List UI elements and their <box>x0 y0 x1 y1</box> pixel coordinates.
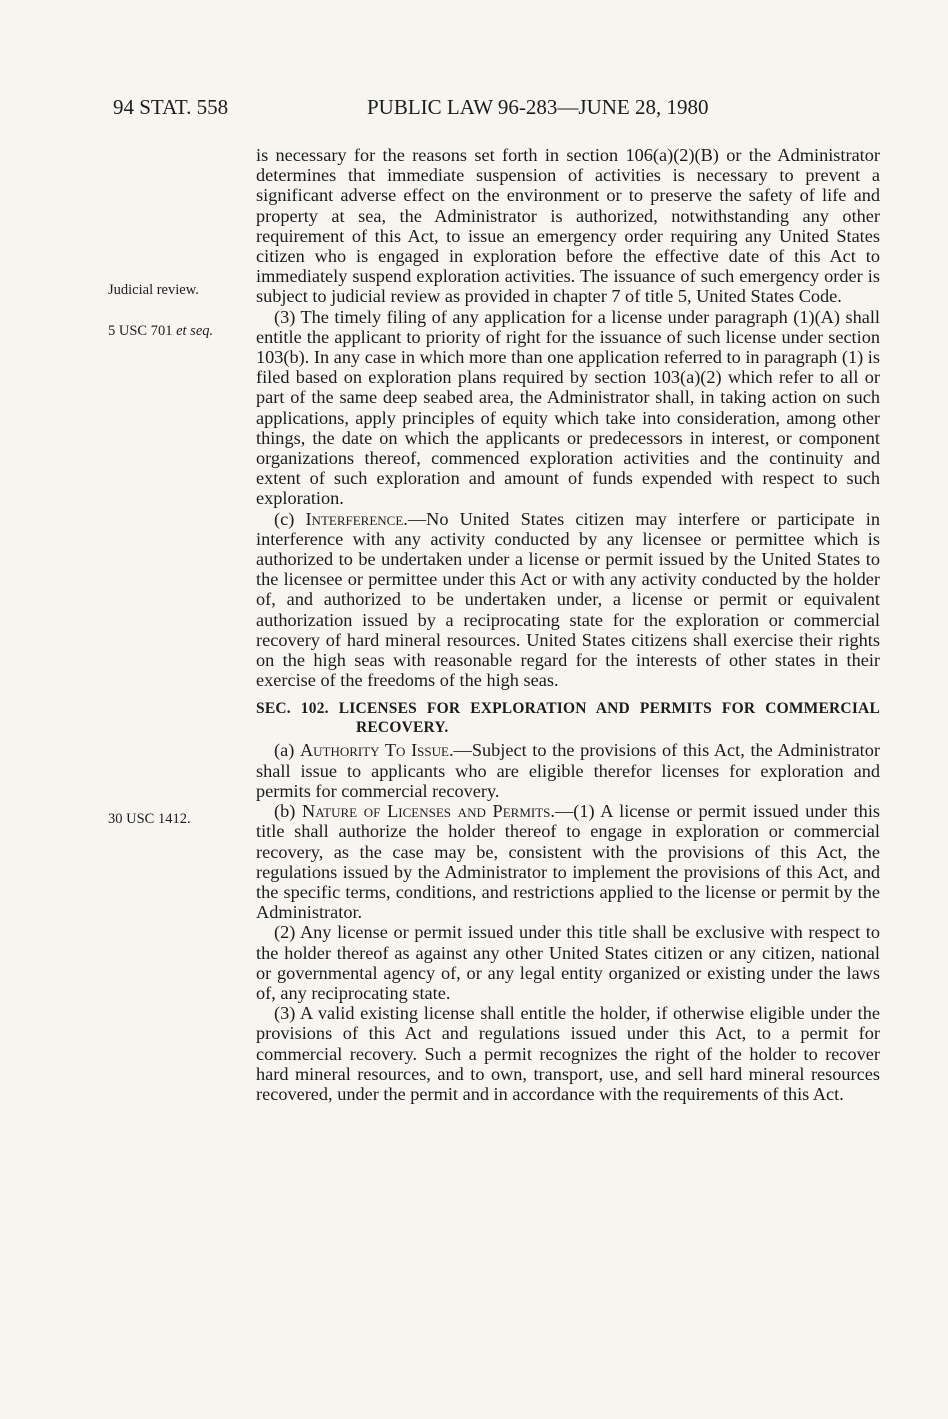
subsection-heading: Nature of Licenses and Permits <box>302 801 551 822</box>
margin-note-30-usc-1412: 30 USC 1412. <box>108 811 191 827</box>
section-title: LICENSES FOR EXPLORATION AND PERMITS FOR COMMERCIAL RECOVERY. <box>338 700 880 737</box>
margin-note-5-usc-701 <box>108 322 213 340</box>
paragraph-text: .—No United States citizen may interfere or participate in interference with any activity conducted by any licensee or permittee which is authorized to be undertaken under a license or permit issued by the United States to the licensee or permittee under this Act or with any activity conducted by the holder of, and authorized to be undertaken under, a license or permit or equivalent authorization issued by a reciprocating state for the exploration or commercial recovery of hard mineral resources. United States citizens shall exercise their rights on the high seas with reasonable regard for the interests of other states in their exercise of the freedoms of the high seas. <box>256 508 880 691</box>
usc-citation: 5 USC 701 <box>108 323 177 339</box>
margin-note-judicial-review: Judicial review. <box>108 282 199 298</box>
paragraph-label: (a) <box>274 740 300 761</box>
paragraph-text: .—(1) A license or permit issued under this title shall authorize the holder thereof to engage in exploration or commercial recovery, as the case may be, consistent with the provisions of this Act, the regulations issued by the Administrator to implement the provisions of this Act, and the specific terms, conditions, and restrictions applied to the license or permit by the Administrator. <box>256 801 881 923</box>
paragraph-label: (c) <box>274 508 306 529</box>
paragraph-label: (b) <box>274 801 303 822</box>
paragraph-continuation: is necessary for the reasons set forth in section 106(a)(2)(B) or the Administrator determines that immediate suspension of activities is necessary to prevent a significant adverse effect on the environment or to preserve the safety of life and property at sea, the Administrator is authorized, notwithstanding any other requirement of this Act, to issue an emergency order requiring any United States citizen who is engaged in exploration before the effective date of this Act to immediately suspend exploration activities. The issuance of such emergency order is subject to judicial review as provided in chapter 7 of title 5, United States Code. <box>256 145 880 307</box>
paragraph-2-exclusive: (2) Any license or permit issued under this title shall be exclusive with respect to the holder thereof as against any other United States citizen or any citizen, national or governmental agency of, or any legal entity organized or existing under the laws of, any reciprocating state. <box>256 922 880 1003</box>
subsection-heading: Interference <box>305 508 404 529</box>
paragraph-3-priority: (3) The timely filing of any application for a license under paragraph (1)(A) shall entitle the applicant to priority of right for the issuance of such license under section 103(b). In any case in which more than one application referred to in paragraph (1) is filed based on exploration plans required by section 103(a)(2) which refer to all or part of the same deep seabed area, the Administrator shall, in taking action on such applications, apply principles of equity which take into consideration, among other things, the date on which the applicants or predecessors in interest, or component organizations thereof, commenced exploration activities and the continuity and extent of such exploration and amount of funds expended with respect to such exploration. <box>256 306 880 509</box>
paragraph-3-valid-license: (3) A valid existing license shall entitle the holder, if otherwise eligible under the provisions of this Act and regulations issued under this Act, to a permit for commercial recovery. Such a permit recognizes the right of the holder to recover hard mineral resources, and to own, transport, use, and sell hard mineral resources recovered, under the permit and in accordance with the requirements of this Act. <box>256 1003 880 1104</box>
paragraph-c-interference <box>256 509 880 691</box>
section-heading <box>256 699 880 737</box>
paragraph-text: .—Subject to the provisions of this Act, the Administrator shall issue to applicants who are eligible therefor licenses for exploration and permits for commercial recovery. <box>256 740 880 801</box>
section-number: SEC. 102. <box>256 700 329 718</box>
law-title-header: PUBLIC LAW 96-283—JUNE 28, 1980 <box>367 95 709 119</box>
statute-body <box>256 145 880 1104</box>
usc-citation-et-seq: et seq. <box>176 323 214 339</box>
paragraph-b-nature <box>256 801 880 922</box>
subsection-heading: Authority To Issue <box>299 740 449 761</box>
paragraph-a-authority <box>256 740 880 801</box>
stat-page-number: 94 STAT. 558 <box>113 95 229 119</box>
